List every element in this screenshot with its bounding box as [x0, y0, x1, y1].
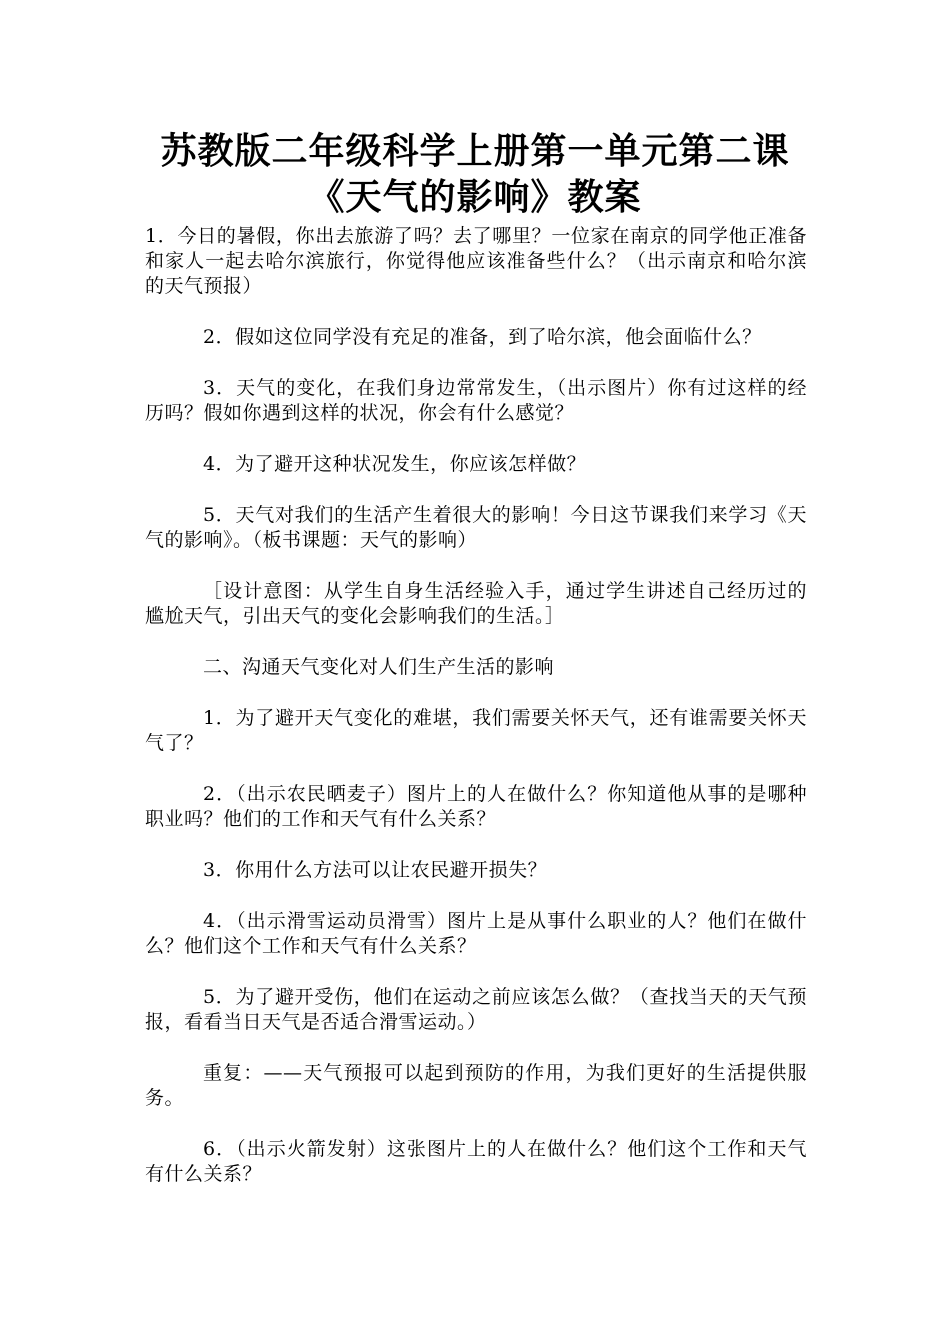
- design-intent-note: ［设计意图：从学生自身生活经验入手，通过学生讲述自己经历过的尴尬天气，引出天气的变化会影响我们的生活。］: [145, 580, 807, 627]
- summary-paragraph: 重复：——天气预报可以起到预防的作用，为我们更好的生活提供服务。: [145, 1062, 807, 1109]
- paragraph-2: 2．假如这位同学没有充足的准备，到了哈尔滨，他会面临什么？: [203, 326, 762, 348]
- paragraph-3: 3．天气的变化，在我们身边常常发生，（出示图片）你有过这样的经历吗？假如你遇到这样的状况，你会有什么感觉？: [145, 377, 807, 424]
- paragraph-1: 1．今日的暑假，你出去旅游了吗？去了哪里？一位家在南京的同学他正准备和家人一起去哈尔滨旅行，你觉得他应该准备些什么？（出示南京和哈尔滨的天气预报）: [145, 225, 807, 297]
- section-heading-2: 二、沟通天气变化对人们生产生活的影响: [203, 656, 555, 678]
- document-body: [145, 224, 807, 1213]
- paragraph-s2-1: 1．为了避开天气变化的难堪，我们需要关怀天气，还有谁需要关怀天气了？: [145, 707, 807, 754]
- paragraph-s2-5: 5．为了避开受伤，他们在运动之前应该怎么做？（查找当天的天气预报，看看当日天气是否适合滑雪运动。）: [145, 986, 807, 1033]
- document-title-line-2: 《天气的影响》教案: [308, 177, 642, 218]
- paragraph-4: 4．为了避开这种状况发生，你应该怎样做？: [203, 453, 587, 475]
- paragraph-s2-3: 3．你用什么方法可以让农民避开损失？: [203, 859, 548, 881]
- paragraph-s2-4: 4．（出示滑雪运动员滑雪）图片上是从事什么职业的人？他们在做什么？他们这个工作和天气有什么关系？: [145, 910, 807, 957]
- paragraph-5: 5．天气对我们的生活产生着很大的影响！今日这节课我们来学习《天气的影响》。（板书课题：天气的影响）: [145, 504, 807, 551]
- paragraph-s2-2: 2．（出示农民晒麦子）图片上的人在做什么？你知道他从事的是哪种职业吗？他们的工作和天气有什么关系？: [145, 783, 807, 830]
- document-title-line-1: 苏教版二年级科学上册第一单元第二课: [160, 131, 790, 172]
- paragraph-s2-6: 6．（出示火箭发射）这张图片上的人在做什么？他们这个工作和天气有什么关系？: [145, 1138, 807, 1185]
